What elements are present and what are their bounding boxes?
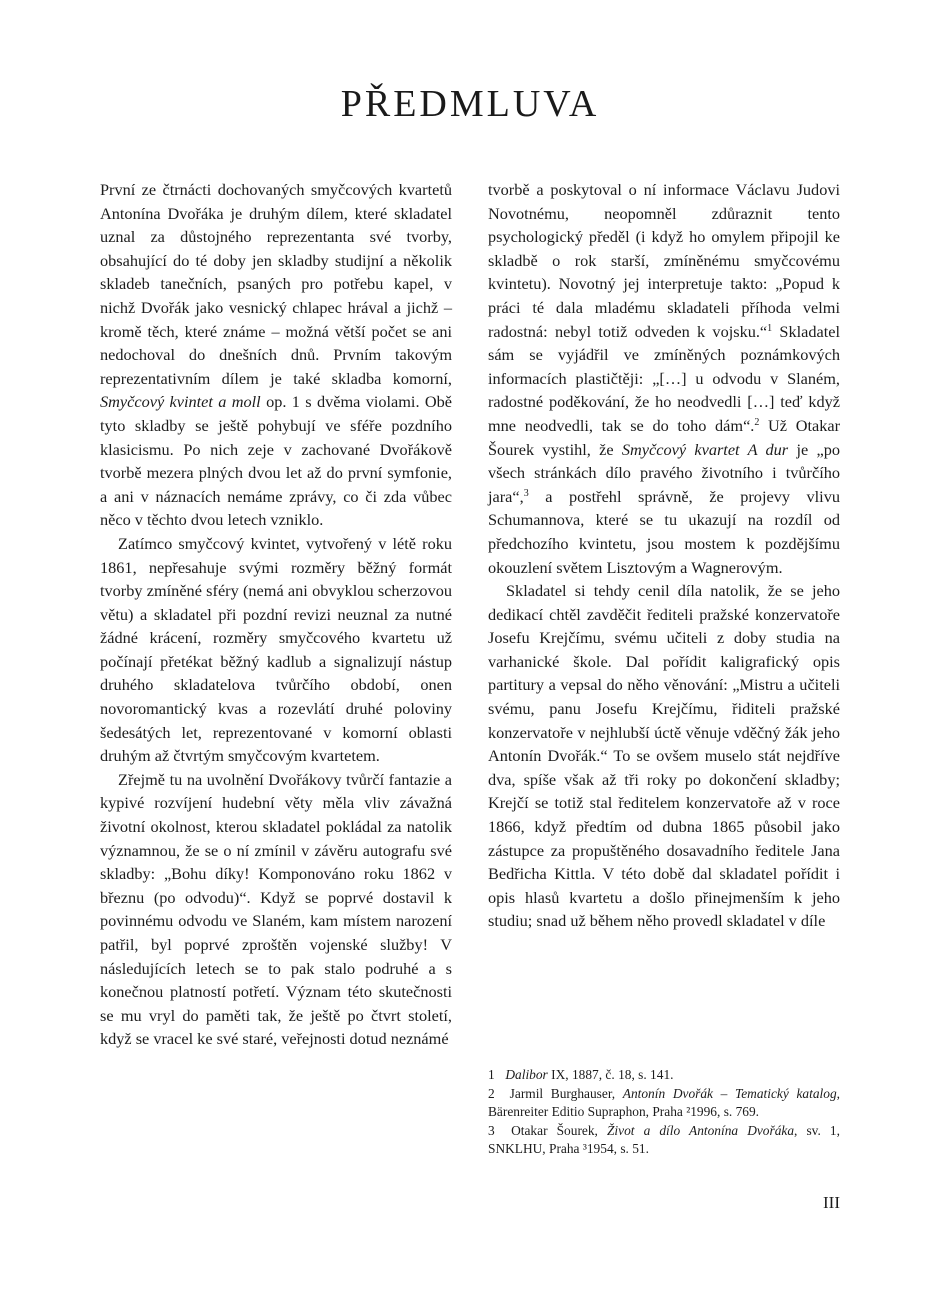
right-column <box>488 178 840 933</box>
footnote-title: Antonín Dvořák – Tematický katalog <box>622 1085 837 1101</box>
paragraph-3: Zřejmě tu na uvolnění Dvořákovy tvůrčí fantazie a kypivé rozvíjení hudební věty měla vliv závažná životní okolnost, kterou skladatel pokládal za natolik významnou, že se o ní zmínil v závěru autografu své skladby: „Bohu díky! Komponováno roku 1862 v březnu (po odvodu)“. Když se poprvé dostavil k povinnému odvodu ve Slaném, kam místem narození patřil, byl poprvé zproštěn vojenské služby! V následujících letech se to pak stalo podruhé a s konečnou platností potřetí. Význam této skutečnosti se mu vryl do paměti tak, že ještě po čtvrt století, když se vracel ke své staré, veřejnosti dotud neznámé <box>100 769 452 1049</box>
left-column <box>100 178 452 1051</box>
paragraph-4-text-a: tvorbě a poskytoval o ní informace Václavu Judovi Novotnému, neopomněl zdůraznit tento psychologický předěl (i když ho omylem připojil ke skladbě o rok starší, zmíněnému smyčcovému kvintetu). Novotný jej interpretuje takto: „Popud k práci té dala mladému skladateli příhoda velmi radostná: nebyl totiž odveden k vojsku.“ <box>488 180 840 341</box>
footnotes <box>488 1066 840 1159</box>
page-number: III <box>823 1193 840 1212</box>
paragraph-4-text-b: Skladatel sám se vyjádřil ve zmíněných poznámkových informacích plastičtěji: „[…] u odvodu v Slaném, radostné poděkování, že ho neodvedli […] teď když mne neodvedli, tak se do toho dám“. <box>488 321 841 435</box>
footnote-text: , Bärenreiter Editio Supraphon, Praha ²1996, s. 769. <box>488 1085 840 1120</box>
footnote-number: 1 <box>488 1067 495 1082</box>
paragraph-4 <box>488 178 840 579</box>
footnote-text: IX, 1887, č. 18, s. 141. <box>547 1067 674 1082</box>
footnote-number: 2 <box>488 1085 495 1101</box>
footnote-author: Jarmil Burghauser, <box>509 1085 623 1101</box>
footnote-ref-3: 3 <box>523 487 529 499</box>
work-title: Smyčcový kvintet a moll <box>100 392 261 412</box>
footnote-2 <box>488 1085 840 1122</box>
paragraph-1-text: První ze čtrnácti dochovaných smyčcových kvartetů Antonína Dvořáka je druhým dílem, které skladatel uznal za důstojného reprezentanta své tvorby, obsahující do té doby jen skladby studijní a několik skladeb tanečních, psaných pro potřebu kapel, v nichž Dvořák jako vesnický chlapec hrával a jichž – kromě těch, které známe – možná větší počet se ani nedochoval do dnešních dnů. Prvním takovým reprezentativním dílem je také skladba komorní, <box>100 180 452 388</box>
page-title: PŘEDMLUVA <box>340 83 600 125</box>
paragraph-4-text-d: je „po všech stránkách dílo pravého životního i tvůrčího jara“, <box>488 439 840 506</box>
paragraph-4-text-c: Už Otakar Šourek vystihl, že <box>488 415 841 459</box>
footnote-ref-1: 1 <box>767 322 773 334</box>
footnote-3 <box>488 1122 840 1159</box>
paragraph-5: Skladatel si tehdy cenil díla natolik, že se jeho dedikací chtěl zavděčit řediteli pražské konzervatoře Josefu Krejčímu, svému učiteli z doby studia na varhanické škole. Dal pořídit kaligrafický opis partitury a vepsal do něho věnování: „Mistru a učiteli svému, panu Josefu Krejčímu, řiditeli pražské konzervatoře v nejhlubší úctě věnuje vděčný žák jeho Antonín Dvořák.“ To se ovšem muselo stát nejdříve dva, spíše však až tři roky po dokončení skladby; Krejčí se totiž stal ředitelem konzervatoře až v roce 1866, když předtím od dubna 1865 působil jako zástupce za propuštěného dosavadního ředitele Jana Bedřicha Kittla. V této době dal skladatel pořídit i opis hlasů kvartetu a došlo přinejmenším k jeho studiu; snad už během něho provedl skladatel v díle <box>488 581 840 931</box>
work-title: Smyčcový kvartet A dur <box>621 439 789 459</box>
footnote-author: Otakar Šourek, <box>511 1122 607 1138</box>
paragraph-1 <box>100 178 452 532</box>
paragraph-4-text-e: a postřehl správně, že projevy vlivu Schumannova, které se tu ukazují na rozdíl od předchozího kvintetu, jsou mostem k pozdějšímu okouzlení světem Lisztovým a Wagnerovým. <box>488 486 840 577</box>
footnote-text: , sv. 1, SNKLHU, Praha ³1954, s. 51. <box>488 1122 840 1157</box>
footnote-ref-2: 2 <box>754 416 760 428</box>
footnote-1 <box>488 1066 840 1085</box>
footnote-title: Život a dílo Antonína Dvořáka <box>606 1122 795 1138</box>
paragraph-2: Zatímco smyčcový kvintet, vytvořený v létě roku 1861, nepřesahuje svými rozměry běžný formát tvorby zmíněné sféry (nemá ani obvyklou scherzovou větu) a skladatel při pozdní revizi neuznal za nutné žádné krácení, rozměry smyčcového kvartetu už počínají přetékat běžný kadlub a signalizují nástup druhého skladatelova tvůrčího období, onen novoromantický kvas a rozevlátí druhé poloviny šedesátých let, reprezentované v komorní oblasti druhým až čtvrtým smyčcovým kvartetem. <box>100 533 452 766</box>
paragraph-1-end: op. 1 s dvěma violami. Obě tyto skladby se ještě pohybují ve sféře pozdního klasicismu. Po nich zeje v zachované Dvořákově tvorbě mezera plných dvou let až do první symfonie, a ani v náznacích nemáme zprávy, co či zda vůbec něco v těchto dvou letech vzniklo. <box>100 392 453 530</box>
footnote-number: 3 <box>488 1122 495 1138</box>
footnote-title: Dalibor <box>505 1067 548 1082</box>
